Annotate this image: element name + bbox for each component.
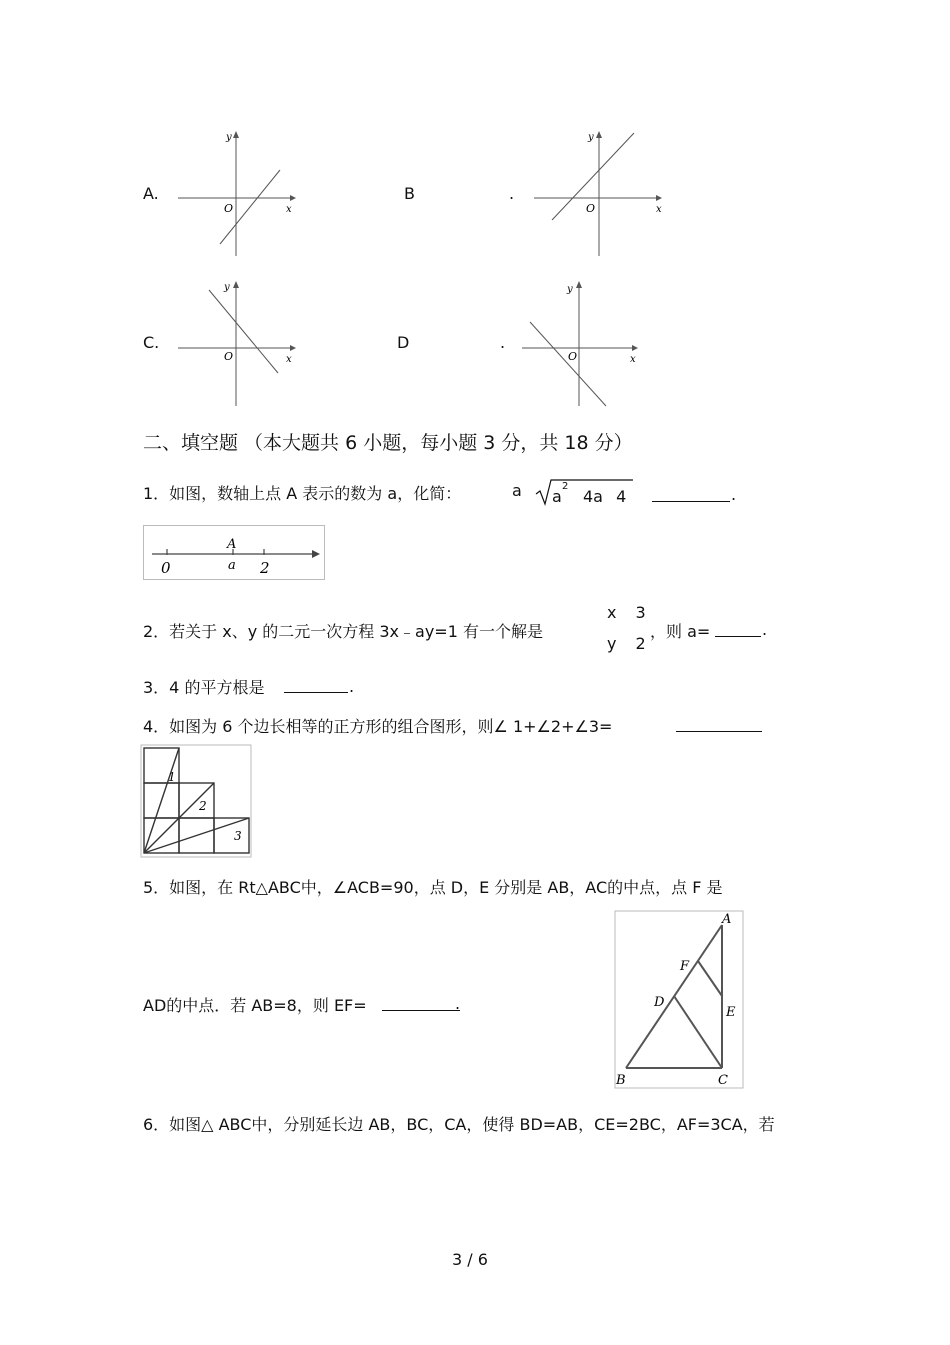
option-d-graph bbox=[518, 278, 648, 410]
option-a-origin-label: O bbox=[224, 202, 234, 215]
q4-answer-blank[interactable] bbox=[676, 716, 762, 732]
q4-squares-figure bbox=[140, 744, 252, 858]
option-d-origin-label: O bbox=[568, 350, 578, 363]
option-a-label: A. bbox=[143, 184, 159, 203]
numberline-point-a-label: A bbox=[227, 537, 237, 552]
numberline-a-label: a bbox=[228, 558, 236, 573]
point-d-label: D bbox=[654, 995, 665, 1010]
point-b-label: B bbox=[616, 1073, 626, 1088]
q5-triangle-figure bbox=[614, 910, 744, 1090]
option-c-graph bbox=[172, 278, 302, 410]
option-b-origin-label: O bbox=[586, 202, 596, 215]
option-b-y-label: y bbox=[588, 132, 594, 143]
page-number: 3 / 6 bbox=[452, 1250, 488, 1269]
option-b-x-label: x bbox=[656, 204, 662, 215]
q1-radicand-rest: 4a 4 bbox=[583, 487, 627, 506]
option-d-x-label: x bbox=[630, 354, 636, 365]
q5-end: . bbox=[455, 994, 461, 1013]
q3-answer-blank[interactable] bbox=[284, 677, 348, 693]
numberline-two-label: 2 bbox=[260, 559, 270, 577]
option-c-origin-label: O bbox=[224, 350, 234, 363]
option-d-dot: . bbox=[500, 333, 506, 352]
q2-end: . bbox=[762, 620, 768, 639]
angle-3-label: 3 bbox=[234, 829, 242, 843]
q3-text: 3．4 的平方根是 bbox=[143, 678, 265, 697]
q2-system-bottom: y 2 bbox=[607, 634, 646, 653]
q1-expr-a: a bbox=[512, 481, 522, 500]
q1-radicand-exponent: 2 bbox=[562, 481, 569, 492]
option-b-dot: . bbox=[509, 184, 515, 203]
q1-end: . bbox=[731, 485, 737, 504]
q4-text: 4．如图为 6 个边长相等的正方形的组合图形，则∠ 1+∠2+∠3= bbox=[143, 717, 613, 736]
option-c-x-label: x bbox=[286, 354, 292, 365]
angle-1-label: 1 bbox=[168, 770, 176, 784]
angle-2-label: 2 bbox=[199, 799, 207, 813]
q6-text: 6．如图△ ABC中，分别延长边 AB，BC，CA，使得 BD=AB，CE=2BC，AF=3CA，若 bbox=[143, 1115, 775, 1134]
q2-after: ，则 a= bbox=[650, 622, 711, 641]
q1-text: 1．如图，数轴上点 A 表示的数为 a，化简： bbox=[143, 484, 462, 503]
q2-answer-blank[interactable] bbox=[715, 621, 761, 637]
option-b-graph bbox=[532, 128, 667, 260]
point-f-label: F bbox=[680, 959, 690, 974]
option-b-label: B bbox=[404, 184, 415, 203]
q1-answer-blank[interactable] bbox=[652, 486, 730, 502]
q1-numberline-figure bbox=[143, 525, 325, 580]
option-a-y-label: y bbox=[226, 132, 232, 143]
point-a-label: A bbox=[722, 912, 732, 927]
section-title: 二、填空题 （本大题共 6 小题，每小题 3 分，共 18 分） bbox=[143, 432, 633, 454]
q2-text: 2．若关于 x、y 的二元一次方程 3x﹣ay=1 有一个解是 bbox=[143, 622, 543, 641]
point-c-label: C bbox=[718, 1073, 728, 1088]
q1-radicand-a: a bbox=[552, 487, 562, 506]
q5-answer-blank[interactable] bbox=[382, 995, 460, 1011]
option-a-graph bbox=[172, 128, 302, 260]
option-a-x-label: x bbox=[286, 204, 292, 215]
q3-end: . bbox=[349, 677, 355, 696]
option-c-label: C. bbox=[143, 333, 160, 352]
q2-system-top: x 3 bbox=[607, 603, 646, 622]
option-d-label: D bbox=[397, 333, 410, 352]
numberline-zero-label: 0 bbox=[161, 559, 171, 577]
q5-text-line2: AD的中点．若 AB=8，则 EF= bbox=[143, 996, 367, 1015]
q5-text-line1: 5．如图，在 Rt△ABC中，∠ACB=90，点 D，E 分别是 AB，AC的中点，点 F 是 bbox=[143, 878, 723, 897]
point-e-label: E bbox=[726, 1005, 736, 1020]
option-d-y-label: y bbox=[567, 284, 573, 295]
option-c-y-label: y bbox=[224, 282, 230, 293]
